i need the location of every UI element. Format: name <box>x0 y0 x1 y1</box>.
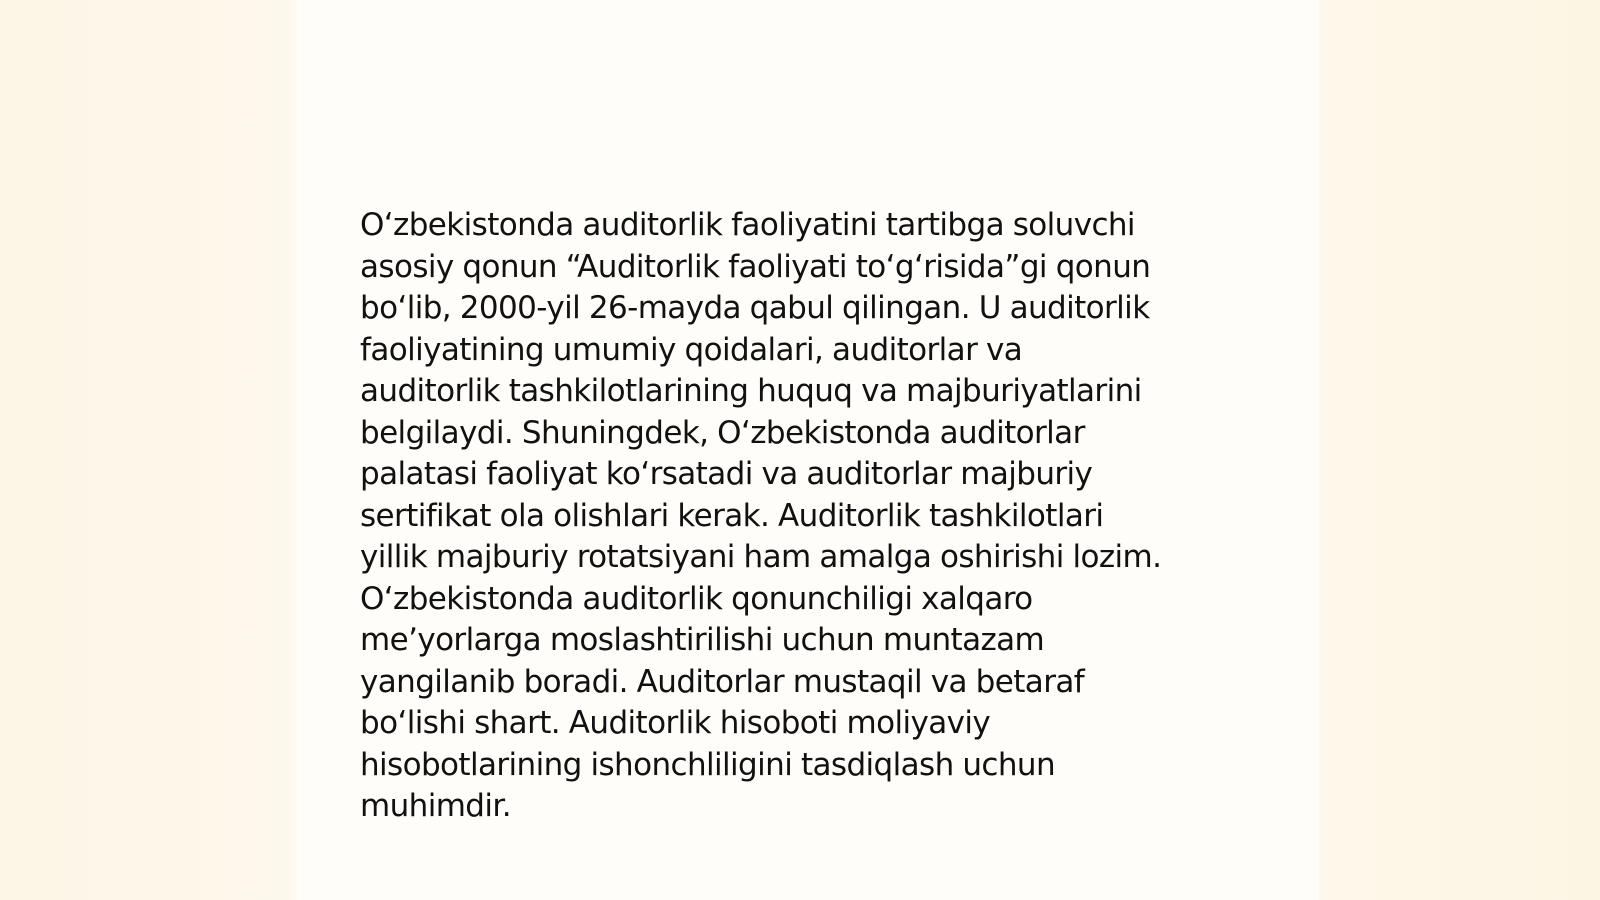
paragraph-line: me’yorlarga moslashtirilishi uchun muntazam <box>360 622 1045 658</box>
paragraph-line: bo‘lib, 2000-yil 26-mayda qabul qilingan. U auditorlik <box>360 290 1150 326</box>
paragraph-line: yangilanib boradi. Auditorlar mustaqil va betaraf <box>360 663 1085 700</box>
paragraph-line: asosiy qonun “Auditorlik faoliyati to‘g‘risida”gi qonun <box>360 248 1151 285</box>
paragraph-line: bo‘lishi shart. Auditorlik hisoboti moliyaviy <box>360 705 991 741</box>
paragraph-line: muhimdir. <box>360 788 511 824</box>
paragraph-line: O‘zbekistonda auditorlik faoliyatini tartibga soluvchi <box>360 207 1135 243</box>
paragraph-line: O‘zbekistonda auditorlik qonunchiligi xalqaro <box>360 580 1033 617</box>
paragraph-line: faoliyatining umumiy qoidalari, auditorlar va <box>360 331 1023 368</box>
document-page <box>297 0 1319 900</box>
paragraph-line: belgilaydi. Shuningdek, O‘zbekistonda auditorlar <box>360 414 1085 451</box>
paragraph-line: palatasi faoliyat ko‘rsatadi va auditorlar majburiy <box>360 456 1093 492</box>
paragraph-line: hisobotlarining ishonchliligini tasdiqlash uchun <box>360 746 1056 783</box>
paragraph-line: yillik majburiy rotatsiyani ham amalga oshirishi lozim. <box>360 539 1162 575</box>
body-paragraph <box>360 205 1260 828</box>
paragraph-line: auditorlik tashkilotlarining huquq va majburiyatlarini <box>360 373 1142 409</box>
paragraph-line: sertifikat ola olishlari kerak. Auditorlik tashkilotlari <box>360 497 1104 534</box>
